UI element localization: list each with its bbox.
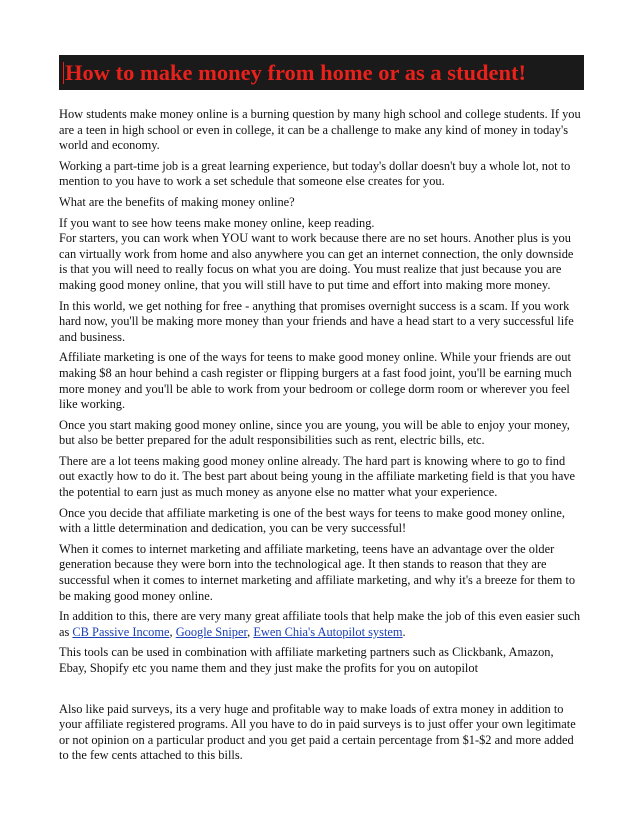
text-cursor <box>63 62 64 84</box>
paragraph-keep-reading: If you want to see how teens make money online, keep reading. <box>59 215 375 230</box>
paragraph-intro: How students make money online is a burning question by many high school and college students. If you are a teen in high school or even in college, it can be a challenge to make any kind of money in today's world and economy. <box>59 107 581 153</box>
paragraph-affiliate-marketing: Affiliate marketing is one of the ways for teens to make good money online. While your friends are out making $8 an hour behind a cash register or flipping burgers at a fast food joint, you'll be earning much more money and you'll be able to work from your bedroom or college dorm room or wherever you feel like working. <box>59 350 572 412</box>
tools-suffix: . <box>402 624 406 639</box>
paragraph-determination: Once you decide that affiliate marketing is one of the best ways for teens to make good money online, with a little determination and dedication, you can be very successful! <box>59 505 565 536</box>
title-banner <box>59 55 584 90</box>
paragraph-paid-surveys: Also like paid surveys, its a very huge and profitable way to make loads of extra money in addition to your affiliate registered programs. All you have to do in paid surveys is to just offer your own legitimate or not opinion on a particular product and you get paid a certain percentage from $1-$2 and more added to the few cents attached to this bills. <box>59 701 576 763</box>
article-body <box>59 107 584 764</box>
paragraph-affiliate-tools <box>59 609 584 640</box>
paragraph-for-starters: For starters, you can work when YOU want to work because there are no set hours. Another plus is you can virtually work from home and also anywhere you can get an internet connection, the only downside is that you will need to really focus on what you are doing. You must realize that just because you are making good money online, that you will still have to put time and effort into making more money. <box>59 231 574 292</box>
document-page <box>59 55 584 769</box>
paragraph-combination: This tools can be used in combination with affiliate marketing partners such as Clickbank, Amazon, Ebay, Shopify etc you name them and they just make the profits for you on autopilot <box>59 645 554 675</box>
link-ewen-chia-autopilot[interactable]: Ewen Chia's Autopilot system <box>253 624 403 639</box>
paragraph-part-time-job: Working a part-time job is a great learning experience, but today's dollar doesn't buy a whole lot, not to mention to you have to work a set schedule that someone else creates for you. <box>59 158 571 189</box>
paragraph-enjoy-money: Once you start making good money online, since you are young, you will be able to enjoy your money, but also be better prepared for the adult responsibilities such as rent, electric bills, etc. <box>59 417 570 448</box>
link-cb-passive-income[interactable]: CB Passive Income <box>72 624 170 639</box>
tools-sep-2: , <box>247 624 254 639</box>
page-title: How to make money from home or as a student! <box>65 60 527 85</box>
link-google-sniper[interactable]: Google Sniper <box>175 624 248 639</box>
paragraph-benefits-question: What are the benefits of making money online? <box>59 194 295 209</box>
paragraph-nothing-for-free: In this world, we get nothing for free - anything that promises overnight success is a scam. If you work hard now, you'll be making more money than your friends and have a head start to a very successful life and business. <box>59 298 574 344</box>
paragraph-advantage: When it comes to internet marketing and affiliate marketing, teens have an advantage over the older generation because they were born into the technological age. It then stands to reason that they are successful when it comes to internet marketing and affiliate marketing, and why it's a breeze for them to be making good money online. <box>59 541 576 603</box>
paragraph-teens-already: There are a lot teens making good money online already. The hard part is knowing where to go to find out exactly how to do it. The best part about being young in the affiliate marketing field is that you have the potential to earn just as much money as anyone else no matter what your experience. <box>59 453 576 500</box>
tools-sep-1: , <box>169 624 176 639</box>
tools-prefix: In addition to this, there are very many great affiliate tools that help make the job of this even easier such as <box>59 609 581 639</box>
